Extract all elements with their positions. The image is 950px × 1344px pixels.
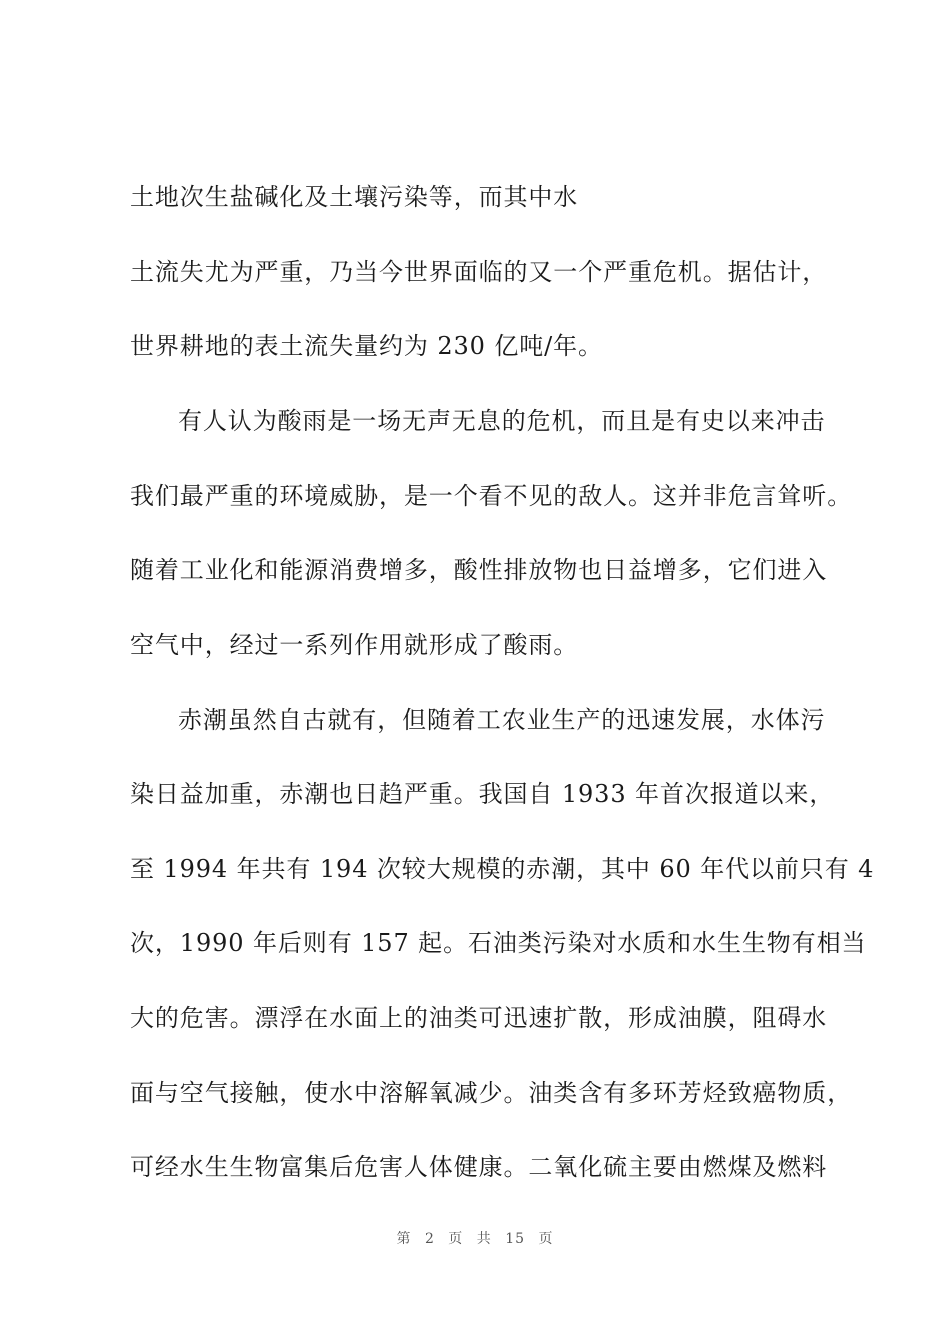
text-line: 土流失尤为严重，乃当今世界面临的又一个严重危机。据估计， [130, 258, 828, 286]
text-line: 面与空气接触，使水中溶解氧减少。油类含有多环芳烃致癌物质， [130, 1079, 853, 1107]
text-line: 次，1990 年后则有 157 起。石油类污染对水质和水生生物有相当 [130, 929, 867, 957]
text-line: 随着工业化和能源消费增多，酸性排放物也日益增多，它们进入 [130, 556, 828, 584]
text-line: 有人认为酸雨是一场无声无息的危机，而且是有史以来冲击 [178, 407, 826, 435]
text-line: 空气中，经过一系列作用就形成了酸雨。 [130, 631, 579, 659]
page-number-footer: 第 2 页 共 15 页 [396, 1231, 554, 1247]
text-line: 大的危害。漂浮在水面上的油类可迅速扩散，形成油膜，阻碍水 [130, 1004, 828, 1032]
text-line: 土地次生盐碱化及土壤污染等，而其中水 [130, 183, 579, 211]
text-line: 可经水生生物富集后危害人体健康。二氧化硫主要由燃煤及燃料 [130, 1153, 828, 1181]
text-line: 赤潮虽然自古就有，但随着工农业生产的迅速发展，水体污 [178, 706, 826, 734]
text-line: 世界耕地的表土流失量约为 230 亿吨/年。 [130, 332, 603, 360]
text-line: 至 1994 年共有 194 次较大规模的赤潮，其中 60 年代以前只有 4 [130, 855, 875, 883]
text-line: 染日益加重，赤潮也日趋严重。我国自 1933 年首次报道以来， [130, 780, 835, 808]
text-line: 我们最严重的环境威胁，是一个看不见的敌人。这并非危言耸听。 [130, 482, 853, 510]
